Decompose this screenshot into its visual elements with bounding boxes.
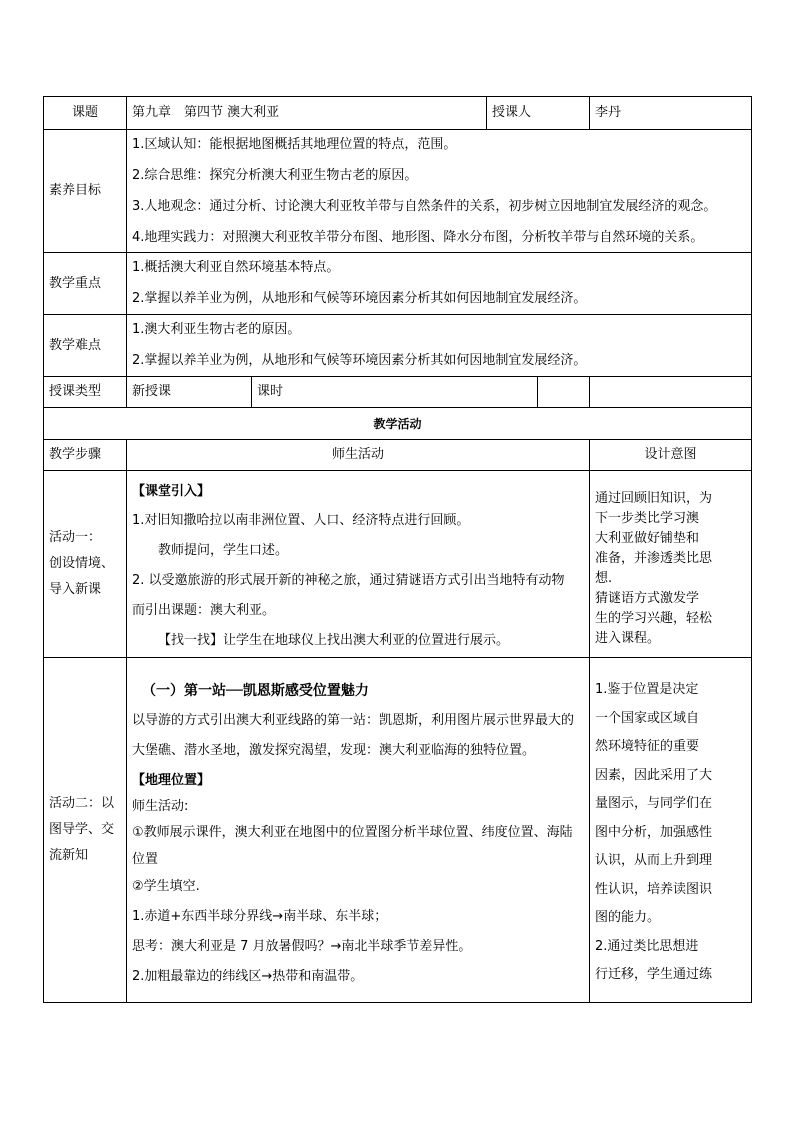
- key-points-label: 教学重点: [44, 253, 127, 315]
- activity2-intent-line: 2.通过类比思想进: [595, 938, 699, 954]
- activity1-intent-line: 通过回顾旧知识，为: [595, 491, 713, 506]
- literacy-item: 3.人地观念：通过分析、讨论澳大利亚牧羊带与自然条件的关系，初步树立因地制宜发展经济的观念。: [132, 198, 717, 214]
- activity1-intent-line: 大利亚做好铺垫和: [595, 531, 700, 546]
- activity2-line: ①教师展示课件，澳大利亚在地图中的位置图分析半球位置、纬度位置、海陆: [132, 825, 573, 840]
- course-type-label: 授课类型: [44, 377, 127, 408]
- activity2-line: 大堡礁、潜水圣地，激发探究渴望，发现：澳大利亚临海的独特位置。: [132, 743, 536, 758]
- activity1-heading: 【课堂引入】: [132, 484, 211, 499]
- column-header-row: [44, 440, 752, 471]
- teacher-value: 李丹: [590, 97, 752, 130]
- activity2-intent: [590, 658, 752, 1003]
- activity2-intent-line: 行迁移，学生通过练: [595, 967, 713, 983]
- activity1-intent-line: 准备，并渗透类比思: [595, 551, 713, 566]
- topic-label: 课题: [44, 97, 127, 130]
- activity2-intent-line: 认识，从而上升到理: [595, 853, 713, 869]
- activity1-step-line: 创设情境、: [49, 556, 115, 571]
- hours-cell: [252, 377, 590, 408]
- activity2-step: [44, 658, 127, 1003]
- activity2-intent-line: 性认识，培养读图识: [595, 881, 713, 897]
- difficulties-content: [127, 315, 752, 377]
- activity2-intent-line: 因素，因此采用了大: [595, 767, 713, 783]
- step-column-header: 教学步骤: [44, 440, 127, 471]
- hours-label: 课时: [252, 377, 538, 407]
- activity1-intent-line: 进入课程。: [595, 631, 661, 646]
- difficulty-item: 1.澳大利亚生物古老的原因。: [132, 322, 301, 337]
- activity1-step: [44, 471, 127, 658]
- header-row: [44, 97, 752, 130]
- activity2-line: 以导游的方式引出澳大利亚线路的第一站：凯恩斯，利用图片展示世界最大的: [132, 713, 575, 728]
- activity2-section-title: （一）第一站──凯恩斯感受位置魅力: [142, 683, 369, 699]
- literacy-item: 4.地理实践力：对照澳大利亚牧羊带分布图、地形图、降水分布图，分析牧羊带与自然环境的关系。: [132, 229, 704, 245]
- activity1-row: [44, 471, 752, 658]
- activity-title-row: [44, 408, 752, 440]
- difficulties-row: [44, 315, 752, 377]
- activity2-content: [127, 658, 590, 1003]
- activity1-content: [127, 471, 590, 658]
- activity2-intent-line: 然环境特征的重要: [595, 739, 700, 755]
- activity1-intent-line: 猜谜语方式激发学: [595, 591, 700, 606]
- activity2-line: 1.赤道+东西半球分界线→南半球、东半球；: [132, 909, 388, 924]
- activity1-line: 1.对旧知撒哈拉以南非洲位置、人口、经济特点进行回顾。: [132, 513, 470, 528]
- activity1-line: 教师提问，学生口述。: [158, 543, 289, 558]
- course-type-row: [44, 377, 752, 408]
- intent-column-header: 设计意图: [590, 440, 752, 471]
- course-type-value: 新授课: [127, 377, 252, 408]
- literacy-content: [127, 130, 752, 253]
- activity1-line: 【找一找】让学生在地球仪上找出澳大利亚的位置进行展示。: [158, 633, 510, 648]
- activity1-line: 而引出课题：澳大利亚。: [132, 603, 276, 618]
- activity2-line: 2.加粗最靠边的纬线区→热带和南温带。: [132, 969, 364, 984]
- literacy-row: [44, 130, 752, 253]
- teacher-label: 授课人: [487, 97, 590, 130]
- activity-title: 教学活动: [44, 408, 752, 440]
- activity1-intent-line: 想.: [595, 571, 613, 586]
- activity2-row: [44, 658, 752, 1003]
- lesson-plan-table: [43, 96, 752, 1003]
- topic-value: 第九章 第四节 澳大利亚: [127, 97, 487, 130]
- activity2-intent-line: 1.鉴于位置是决定: [595, 682, 699, 698]
- activity2-intent-line: 图的能力。: [595, 910, 661, 926]
- key-point-item: 1.概括澳大利亚自然环境基本特点。: [132, 260, 340, 275]
- activity1-step-line: 活动一：: [49, 530, 102, 545]
- literacy-label: 素养目标: [44, 130, 127, 253]
- activity1-intent: [590, 471, 752, 658]
- key-points-row: [44, 253, 752, 315]
- activity2-line: 位置: [132, 852, 159, 867]
- literacy-item: 1.区域认知：能根据地图概括其地理位置的特点，范围。: [132, 136, 457, 152]
- difficulty-item: 2.掌握以养羊业为例，从地形和气候等环境因素分析其如何因地制宜发展经济。: [132, 353, 587, 368]
- activity2-intent-line: 一个国家或区域自: [595, 710, 700, 726]
- activity1-intent-line: 生的学习兴趣，轻松: [595, 611, 713, 626]
- activity2-intent-line: 量图示，与同学们在: [595, 796, 713, 812]
- activity-column-header: 师生活动: [127, 440, 590, 471]
- activity2-step-line: 活动二：以: [49, 796, 115, 811]
- activity2-step-line: 图导学、交: [49, 822, 115, 837]
- difficulties-label: 教学难点: [44, 315, 127, 377]
- key-points-content: [127, 253, 752, 315]
- activity1-step-line: 导入新课: [49, 582, 102, 597]
- hours-value: [538, 377, 589, 407]
- literacy-item: 2.综合思维：探究分析澳大利亚生物古老的原因。: [132, 167, 418, 183]
- activity2-intent-line: 图中分析，加强感性: [595, 824, 713, 840]
- activity2-line: 师生活动:: [132, 799, 189, 814]
- activity2-line: 思考：澳大利亚是 7 月放暑假吗？→南北半球季节差异性。: [132, 939, 472, 954]
- activity2-line: 【地理位置】: [132, 773, 211, 788]
- blank-cell: [590, 377, 752, 408]
- activity1-intent-line: 下一步类比学习澳: [595, 511, 700, 526]
- activity2-step-line: 流新知: [49, 848, 89, 863]
- activity1-line: 2. 以受邀旅游的形式展开新的神秘之旅，通过猜谜语方式引出当地特有动物: [132, 573, 565, 588]
- activity2-line: ②学生填空.: [132, 879, 200, 894]
- key-point-item: 2.掌握以养羊业为例，从地形和气候等环境因素分析其如何因地制宜发展经济。: [132, 291, 587, 306]
